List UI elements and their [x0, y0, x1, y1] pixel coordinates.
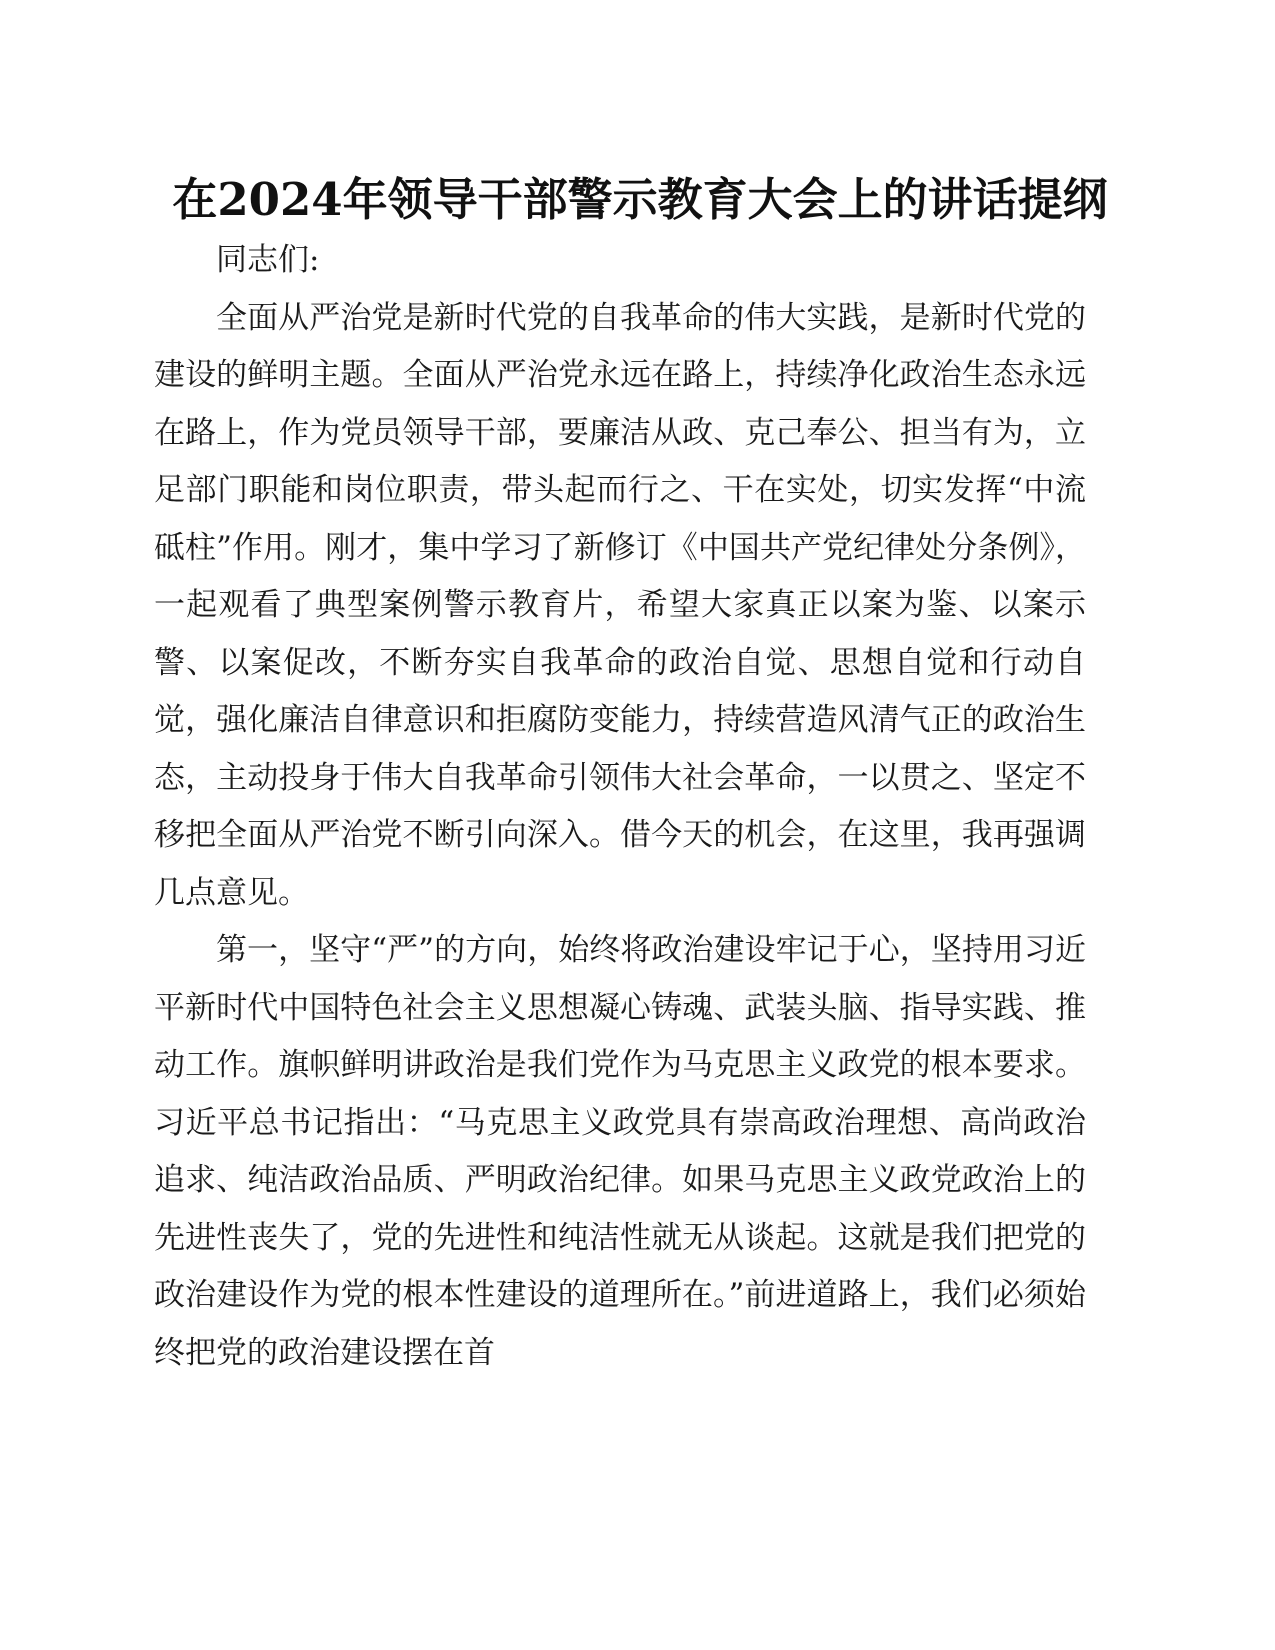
body-paragraph-intro: 全面从严治党是新时代党的自我革命的伟大实践，是新时代党的建设的鲜明主题。全面从严治党永远在路上，持续净化政治生态永远在路上，作为党员领导干部，要廉洁从政、克己奉公、担当有为，立足部门职能和岗位职责，带头起而行之、干在实处，切实发挥“中流砥柱”作用。刚才，集中学习了新修订《中国共产党纪律处分条例》，一起观看了典型案例警示教育片，希望大家真正以案为鉴、以案示警、以案促改，不断夯实自我革命的政治自觉、思想自觉和行动自觉，强化廉洁自律意识和拒腐防变能力，持续营造风清气正的政治生态，主动投身于伟大自我革命引领伟大社会革命，一以贯之、坚定不移把全面从严治党不断引向深入。借今天的机会，在这里，我再强调几点意见。: [154, 299, 1086, 911]
document-body: [154, 232, 1086, 1382]
salutation: 同志们:: [216, 242, 320, 278]
document-title: 在2024年领导干部警示教育大会上的讲话提纲: [172, 173, 1108, 226]
body-paragraph-first-point: 第一，坚守“严”的方向，始终将政治建设牢记于心，坚持用习近平新时代中国特色社会主义思想凝心铸魂、武装头脑、指导实践、推动工作。旗帜鲜明讲政治是我们党作为马克思主义政党的根本要求。习近平总书记指出：“马克思主义政党具有崇高政治理想、高尚政治追求、纯洁政治品质、严明政治纪律。如果马克思主义政党政治上的先进性丧失了，党的先进性和纯洁性就无从谈起。这就是我们把党的政治建设作为党的根本性建设的道理所在。”前进道路上，我们必须始终把党的政治建设摆在首: [154, 932, 1086, 1371]
